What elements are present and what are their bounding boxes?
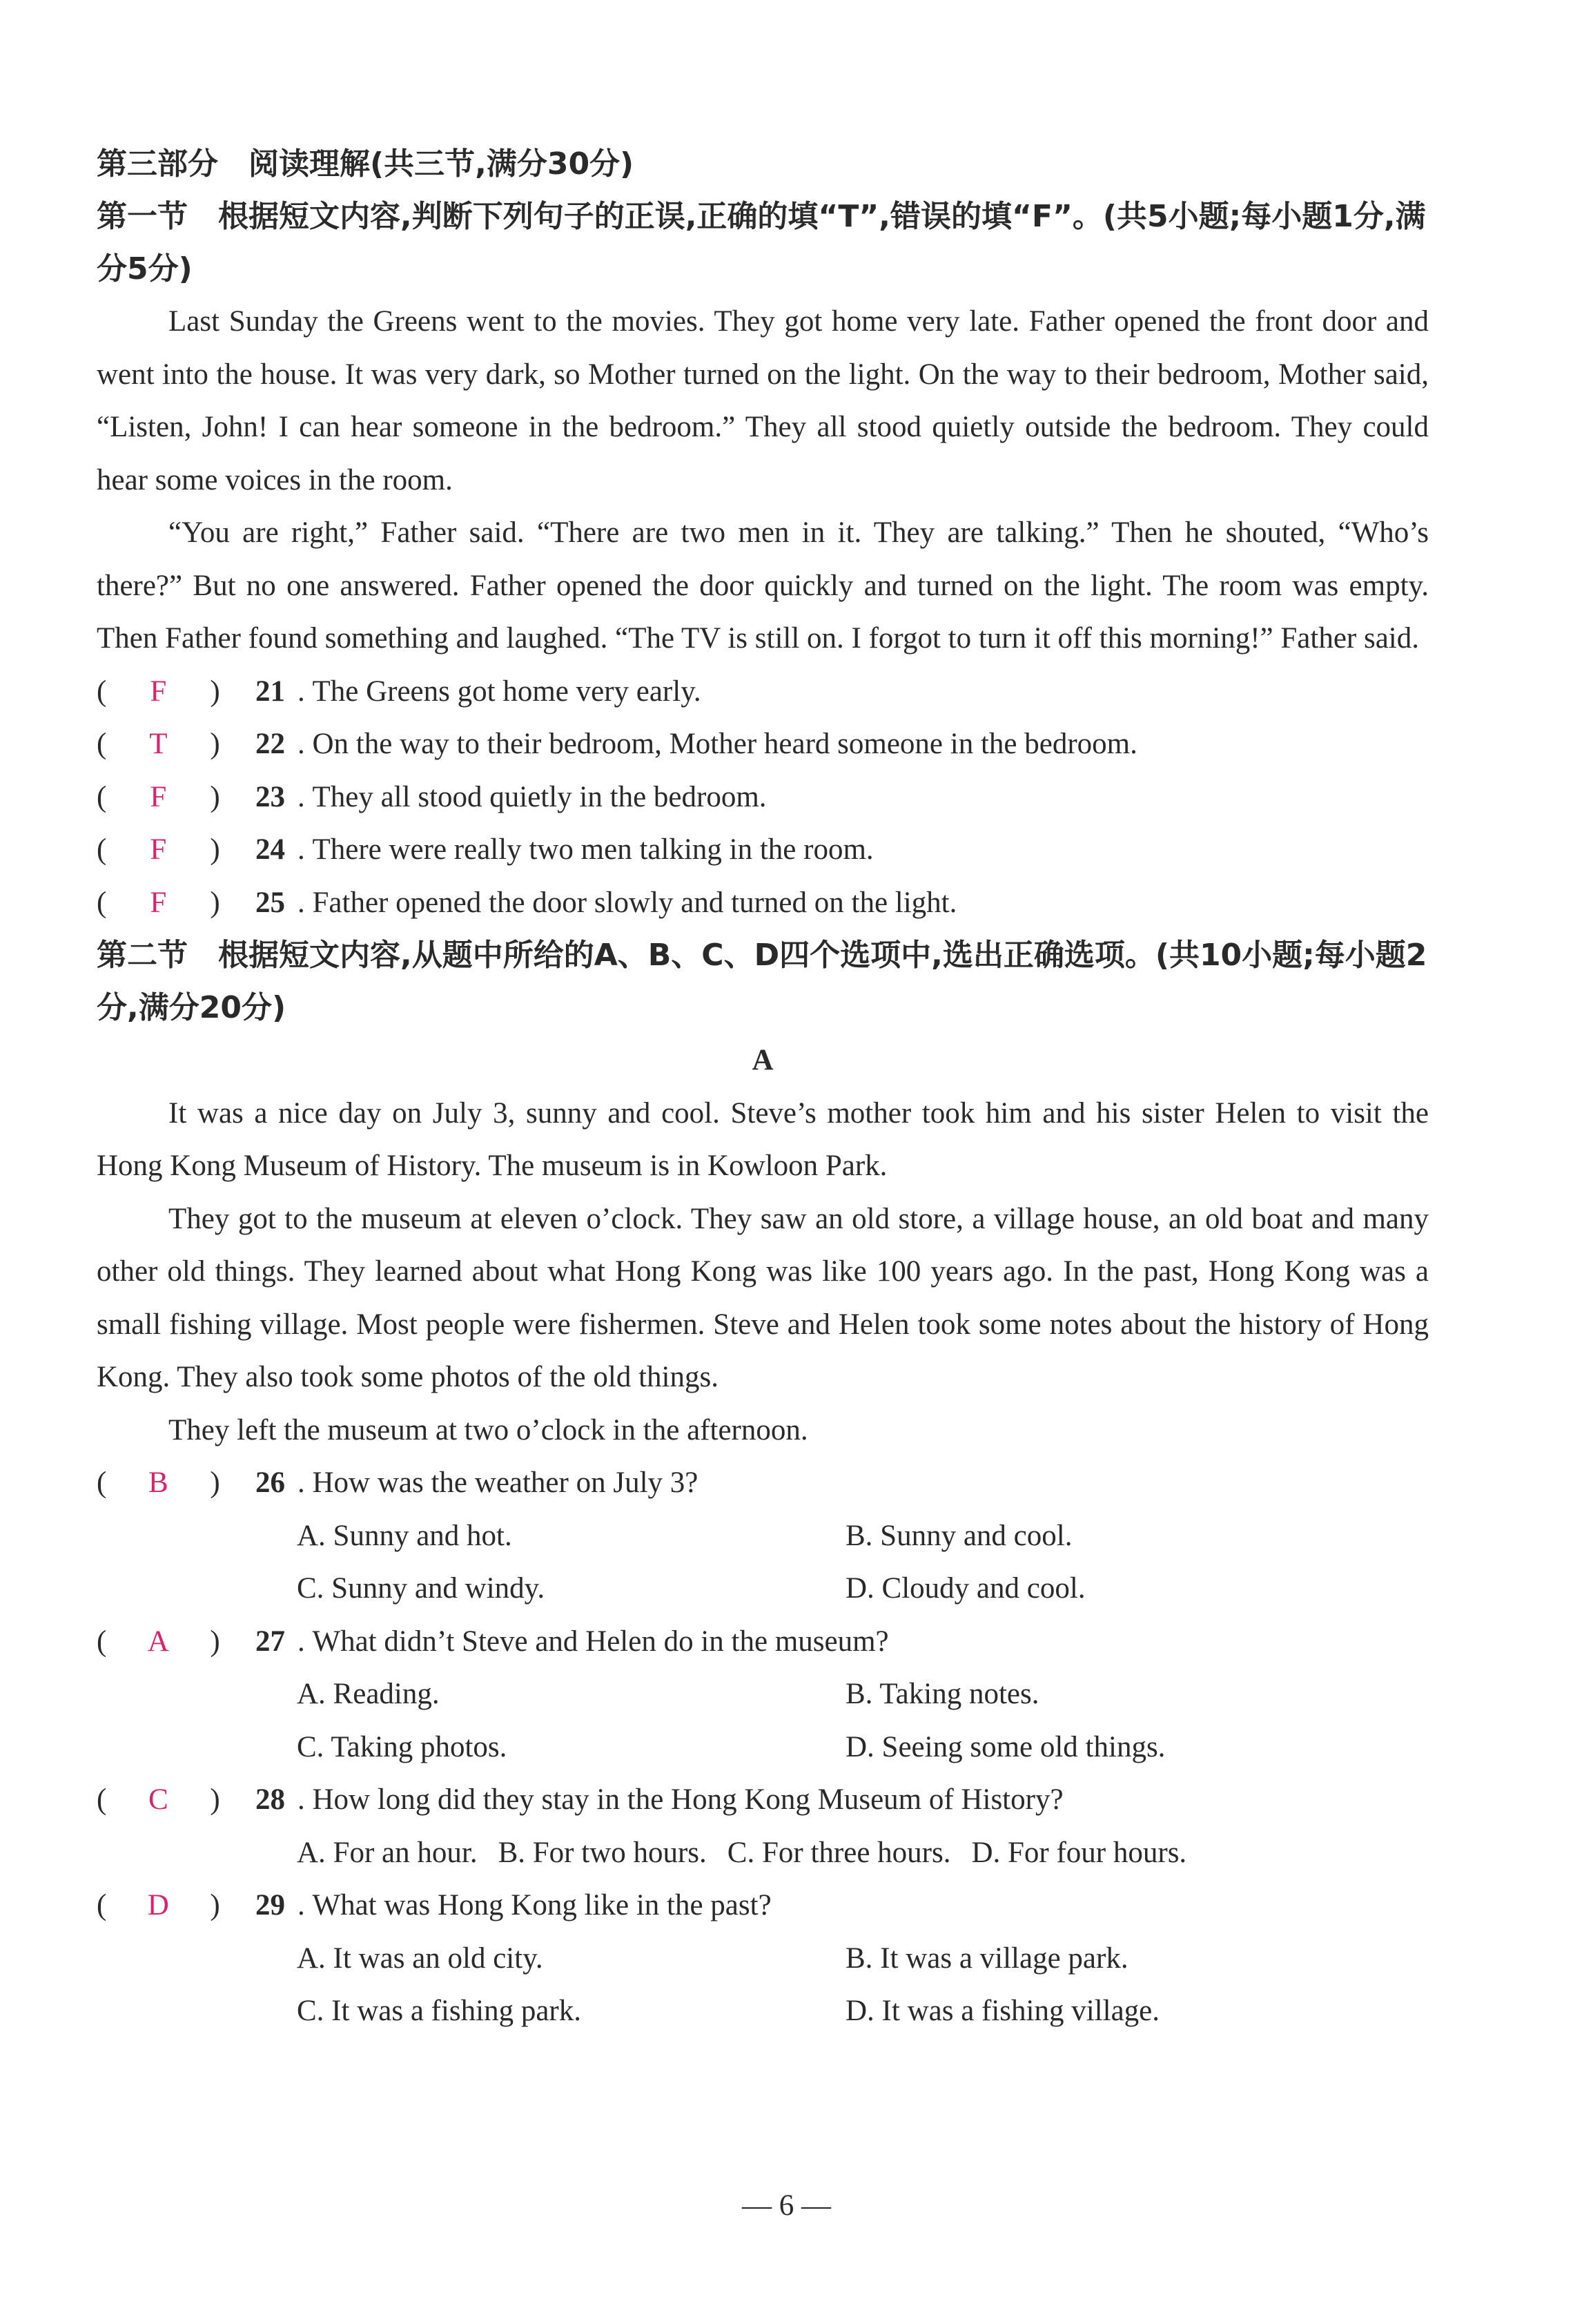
answer-mark: B [148,1466,168,1499]
question-text: The Greens got home very early. [312,675,701,708]
option-c: C. Sunny and windy. [297,1572,545,1605]
option-a: A. Sunny and hot. [297,1519,512,1552]
section2-paragraph-2: They got to the museum at eleven o’clock. They saw an old store, a village house, an old boat and many other old things. They learned about what Hong Kong was like 100 years ago. In the past, Hong Kong was a small fishing village. Most people were fishermen. Steve and Helen took some notes about the history of Hong Kong. They also took some photos of the old things. [97,1202,1429,1393]
answer-mark: F [150,886,167,919]
section1-paragraph-1: Last Sunday the Greens went to the movies. They got home very late. Father opened the front door and went into the house. It was very dark, so Mother turned on the light. On the way to their bedroom, Mother said, “Listen, John! I can hear someone in the bedroom.” They all stood quietly outside the bedroom. They could hear some voices in the room. [97,305,1429,496]
option-d: D. Cloudy and cool. [846,1572,1086,1605]
question-text: How was the weather on July 3? [312,1466,698,1499]
question-21: ( F ) 21 . The Greens got home very early. [97,666,1429,719]
option-d: D. It was a fishing village. [846,1995,1160,2027]
question-24: ( F ) 24 . There were really two men talking in the room. [97,824,1429,877]
question-text: There were really two men talking in the room. [312,833,874,866]
section2-paragraph-3: They left the museum at two o’clock in the afternoon. [168,1413,808,1446]
option-a: A. For an hour. [297,1836,478,1869]
answer-mark: T [149,728,168,760]
question-text: What was Hong Kong like in the past? [312,1889,772,1921]
answer-mark: F [150,833,167,866]
page-number: — 6 — [742,2189,831,2222]
question-26: ( B ) 26 . How was the weather on July 3? [97,1457,1429,1510]
answer-mark: D [147,1889,169,1921]
section1-heading: 第一节 根据短文内容,判断下列句子的正误,正确的填“T”,错误的填“F”。(共5小题;每小题1分,满分5分) [97,199,1426,287]
question-text: How long did they stay in the Hong Kong Museum of History? [312,1783,1064,1816]
question-number: 21 [255,675,285,708]
section2-paragraph-1: It was a nice day on July 3, sunny and cool. Steve’s mother took him and his sister Helen to visit the Hong Kong Museum of History. The museum is in Kowloon Park. [97,1096,1429,1182]
option-c: C. Taking photos. [297,1730,507,1763]
question-22: ( T ) 22 . On the way to their bedroom, Mother heard someone in the bedroom. [97,718,1429,771]
question-29: ( D ) 29 . What was Hong Kong like in the past? [97,1879,1429,1933]
question-text: What didn’t Steve and Helen do in the museum? [312,1625,889,1658]
part-title: 第三部分 阅读理解(共三节,满分30分) [97,146,634,182]
question-number: 29 [255,1889,285,1921]
question-23: ( F ) 23 . They all stood quietly in the bedroom. [97,771,1429,824]
question-27: ( A ) 27 . What didn’t Steve and Helen do in the museum? [97,1616,1429,1669]
option-d: D. Seeing some old things. [846,1730,1166,1763]
option-b: B. Sunny and cool. [846,1519,1073,1552]
option-b: B. For two hours. [498,1836,707,1869]
option-c: C. It was a fishing park. [297,1995,582,2027]
question-text: Father opened the door slowly and turned on the light. [312,886,957,919]
answer-mark: A [147,1625,169,1658]
question-number: 28 [255,1783,285,1816]
options-29 [97,1933,1429,2038]
options-26 [97,1510,1429,1616]
question-28: ( C ) 28 . How long did they stay in the Hong Kong Museum of History? [97,1774,1429,1827]
section2-heading: 第二节 根据短文内容,从题中所给的A、B、C、D四个选项中,选出正确选项。(共10小题;每小题2分,满分20分) [97,938,1427,1025]
option-a: A. Reading. [297,1678,440,1710]
question-text: They all stood quietly in the bedroom. [312,780,767,813]
question-number: 24 [255,833,285,866]
option-d: D. For four hours. [971,1836,1187,1869]
question-text: On the way to their bedroom, Mother heard someone in the bedroom. [312,728,1137,760]
question-number: 26 [255,1466,285,1499]
question-25: ( F ) 25 . Father opened the door slowly and turned on the light. [97,877,1429,930]
answer-mark: F [150,675,167,708]
answer-mark: F [150,780,167,813]
options-28 [97,1827,1429,1880]
option-b: B. It was a village park. [846,1941,1129,1975]
option-b: B. Taking notes. [846,1678,1039,1710]
answer-mark: C [148,1783,168,1816]
option-c: C. For three hours. [727,1836,951,1869]
page-content [97,138,1429,2038]
question-number: 23 [255,780,285,813]
question-number: 22 [255,728,285,760]
option-a: A. It was an old city. [297,1941,543,1975]
question-number: 27 [255,1625,285,1658]
section1-paragraph-2: “You are right,” Father said. “There are two men in it. They are talking.” Then he shouted, “Who’s there?” But no one answered. Father opened the door quickly and turned on the light. The room was empty. Then Father found something and laughed. “The TV is still on. I forgot to turn it off this morning!” Father said. [97,516,1429,655]
question-number: 25 [255,886,285,919]
options-27 [97,1668,1429,1774]
passage-label: A [752,1044,774,1076]
